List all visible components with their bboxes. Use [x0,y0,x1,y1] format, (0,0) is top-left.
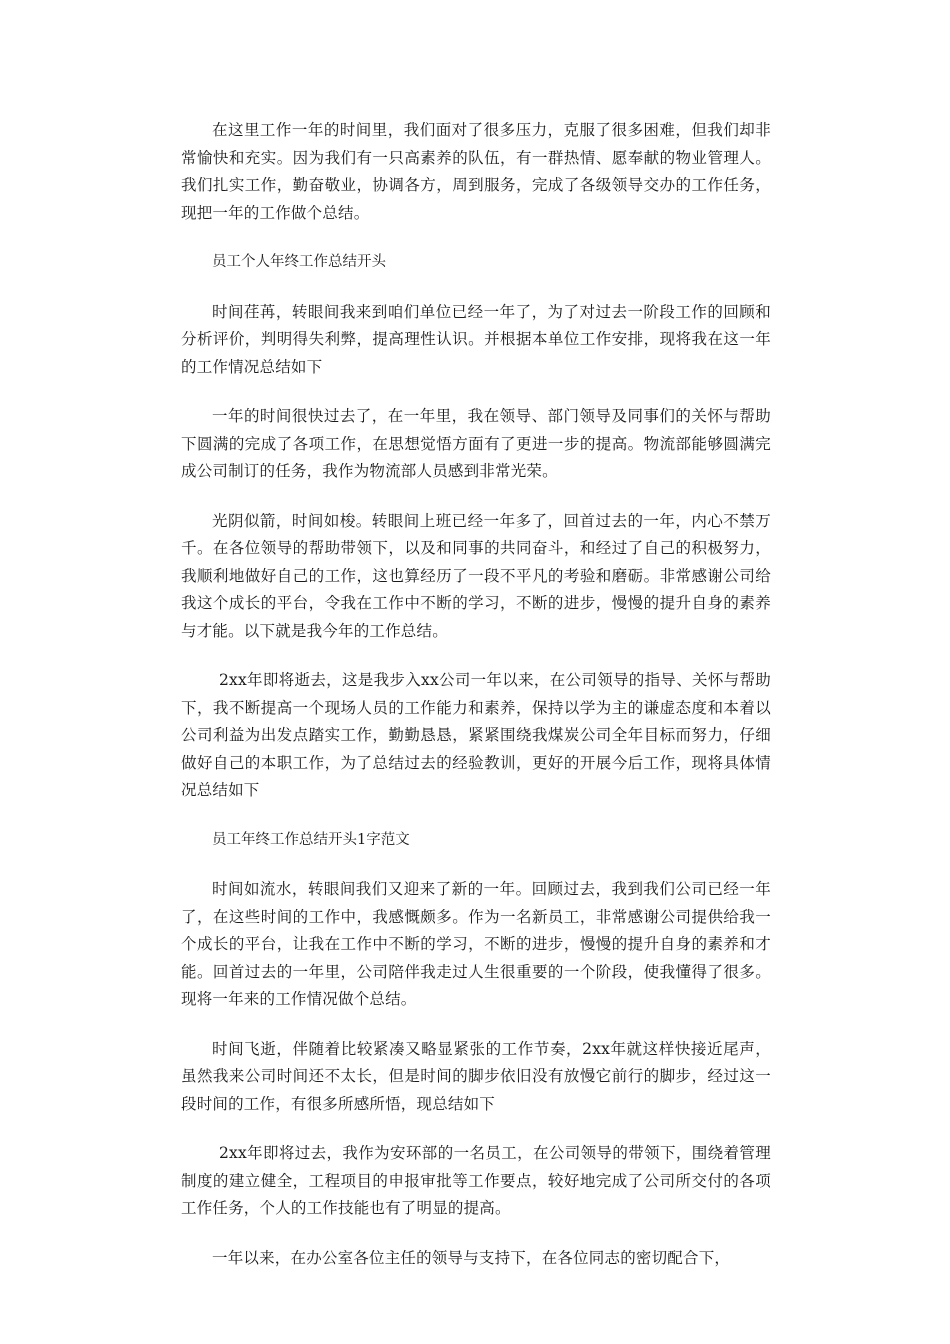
document-page [181,117,771,1294]
paragraph: 2xx年即将逝去，这是我步入xx公司一年以来，在公司领导的指导、关怀与帮助下，我不断提高一个现场人员的工作能力和素养，保持以学为主的谦虚态度和本着以公司利益为出发点踏实工作，勤勤恳恳，紧紧围绕我煤炭公司全年目标而努力，仔细做好自己的本职工作，为了总结过去的经验教训，更好的开展今后工作，现将具体情况总结如下 [181,671,771,799]
paragraph: 光阴似箭，时间如梭。转眼间上班已经一年多了，回首过去的一年，内心不禁万千。在各位领导的帮助带领下，以及和同事的共同奋斗，和经过了自己的积极努力，我顺利地做好自己的工作，这也算经历了一段不平凡的考验和磨砺。非常感谢公司给我这个成长的平台，令我在工作中不断的学习，不断的进步，慢慢的提升自身的素养与才能。以下就是我今年的工作总结。 [181,511,771,640]
paragraph: 一年的时间很快过去了，在一年里，我在领导、部门领导及同事们的关怀与帮助下圆满的完成了各项工作，在思想觉悟方面有了更进一步的提高。物流部能够圆满完成公司制订的任务，我作为物流部人员感到非常光荣。 [181,407,771,480]
paragraph: 时间飞逝，伴随着比较紧凑又略显紧张的工作节奏，2xx年就这样快接近尾声，虽然我来公司时间还不太长，但是时间的脚步依旧没有放慢它前行的脚步，经过这一段时间的工作，有很多所感所悟，现总结如下 [181,1039,771,1113]
paragraph: 2xx年即将过去，我作为安环部的一名员工，在公司领导的带领下，围绕着管理制度的建立健全，工程项目的申报审批等工作要点，较好地完成了公司所交付的各项工作任务，个人的工作技能也有了明显的提高。 [181,1144,771,1217]
paragraph: 时间荏苒，转眼间我来到咱们单位已经一年了，为了对过去一阶段工作的回顾和分析评价，判明得失利弊，提高理性认识。并根据本单位工作安排，现将我在这一年的工作情况总结如下 [181,302,771,376]
paragraph: 时间如流水，转眼间我们又迎来了新的一年。回顾过去，我到我们公司已经一年了，在这些时间的工作中，我感慨颇多。作为一名新员工，非常感谢公司提供给我一个成长的平台，让我在工作中不断的学习，不断的进步，慢慢的提升自身的素养和才能。回首过去的一年里，公司陪伴我走过人生很重要的一个阶段，使我懂得了很多。现将一年来的工作情况做个总结。 [181,880,771,1008]
paragraph: 在这里工作一年的时间里，我们面对了很多压力，克服了很多困难，但我们却非常愉快和充实。因为我们有一只高素养的队伍，有一群热情、愿奉献的物业管理人。我们扎实工作，勤奋敬业，协调各方，周到服务，完成了各级领导交办的工作任务，现把一年的工作做个总结。 [181,121,771,222]
section-heading: 员工个人年终工作总结开头 [212,254,386,270]
paragraph: 一年以来，在办公室各位主任的领导与支持下，在各位同志的密切配合下， [212,1248,731,1267]
section-heading: 员工年终工作总结开头1字范文 [212,831,410,848]
